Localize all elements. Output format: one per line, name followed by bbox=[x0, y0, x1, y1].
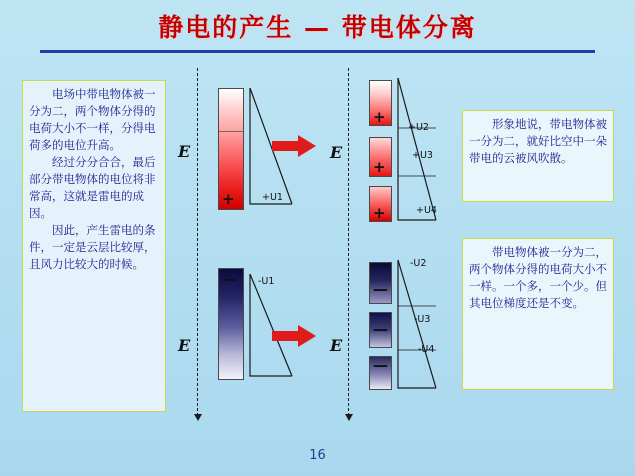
dashed-separator-right-arrowhead bbox=[345, 414, 353, 421]
right-bottom-paragraph-1: 带电物体被一分为二，两个物体分得的电荷大小不一样。一个多，一个少。但其电位梯度还是不变。 bbox=[469, 245, 607, 310]
minus-sign-part1: — bbox=[373, 280, 388, 298]
right-top-textbox bbox=[462, 110, 614, 202]
plus-sign-part2: + bbox=[373, 158, 386, 176]
field-label-top-right: E bbox=[330, 143, 343, 162]
dashed-separator-left-arrowhead bbox=[194, 414, 202, 421]
page-title bbox=[0, 8, 635, 44]
transition-arrow-bottom bbox=[272, 325, 316, 347]
footer-divider bbox=[0, 443, 635, 444]
transition-arrow-top bbox=[272, 135, 316, 157]
plus-sign-whole: + bbox=[222, 190, 235, 208]
dashed-separator-right bbox=[348, 68, 349, 416]
left-paragraph-1: 电场中带电物体被一分为二，两个物体分得的电荷大小不一样，分得电荷多的电位升高。 bbox=[29, 87, 156, 152]
left-explanation-textbox bbox=[22, 80, 166, 412]
left-paragraph-3: 因此，产生雷电的条件，一定是云层比较厚，且风力比较大的时候。 bbox=[29, 223, 156, 271]
u3-positive-label: +U3 bbox=[412, 150, 433, 161]
u3-negative-label: -U3 bbox=[414, 314, 431, 325]
u4-positive-label: +U4 bbox=[416, 205, 437, 216]
minus-sign-whole: — bbox=[222, 270, 237, 288]
field-label-bottom-right: E bbox=[330, 336, 343, 355]
left-paragraph-2: 经过分分合合，最后部分带电物体的电位将非常高，这就是雷电的成因。 bbox=[29, 155, 156, 220]
u2-negative-label: -U2 bbox=[410, 258, 427, 269]
u1-negative-label: -U1 bbox=[258, 276, 275, 287]
right-top-paragraph-1: 形象地说，带电物体被一分为二，就好比空中一朵带电的云被风吹散。 bbox=[469, 117, 607, 165]
right-bottom-textbox bbox=[462, 238, 614, 390]
u1-positive-label: +U1 bbox=[262, 192, 283, 203]
field-label-top-left: E bbox=[178, 142, 191, 161]
potential-triangle-bottom-right bbox=[396, 258, 440, 392]
plus-sign-part3: + bbox=[373, 204, 386, 222]
minus-sign-part3: — bbox=[373, 356, 388, 374]
plus-sign-part1: + bbox=[373, 108, 386, 126]
title-divider bbox=[40, 50, 595, 53]
dashed-separator-left bbox=[197, 68, 198, 416]
minus-sign-part2: — bbox=[373, 320, 388, 338]
field-label-bottom-left: E bbox=[178, 336, 191, 355]
u4-negative-label: -U4 bbox=[418, 344, 435, 355]
page-number: 16 bbox=[309, 448, 326, 463]
page-title-text: 静电的产生 — 带电体分离 bbox=[158, 13, 477, 42]
u2-positive-label: +U2 bbox=[408, 122, 429, 133]
bar-split-divider bbox=[219, 131, 243, 132]
